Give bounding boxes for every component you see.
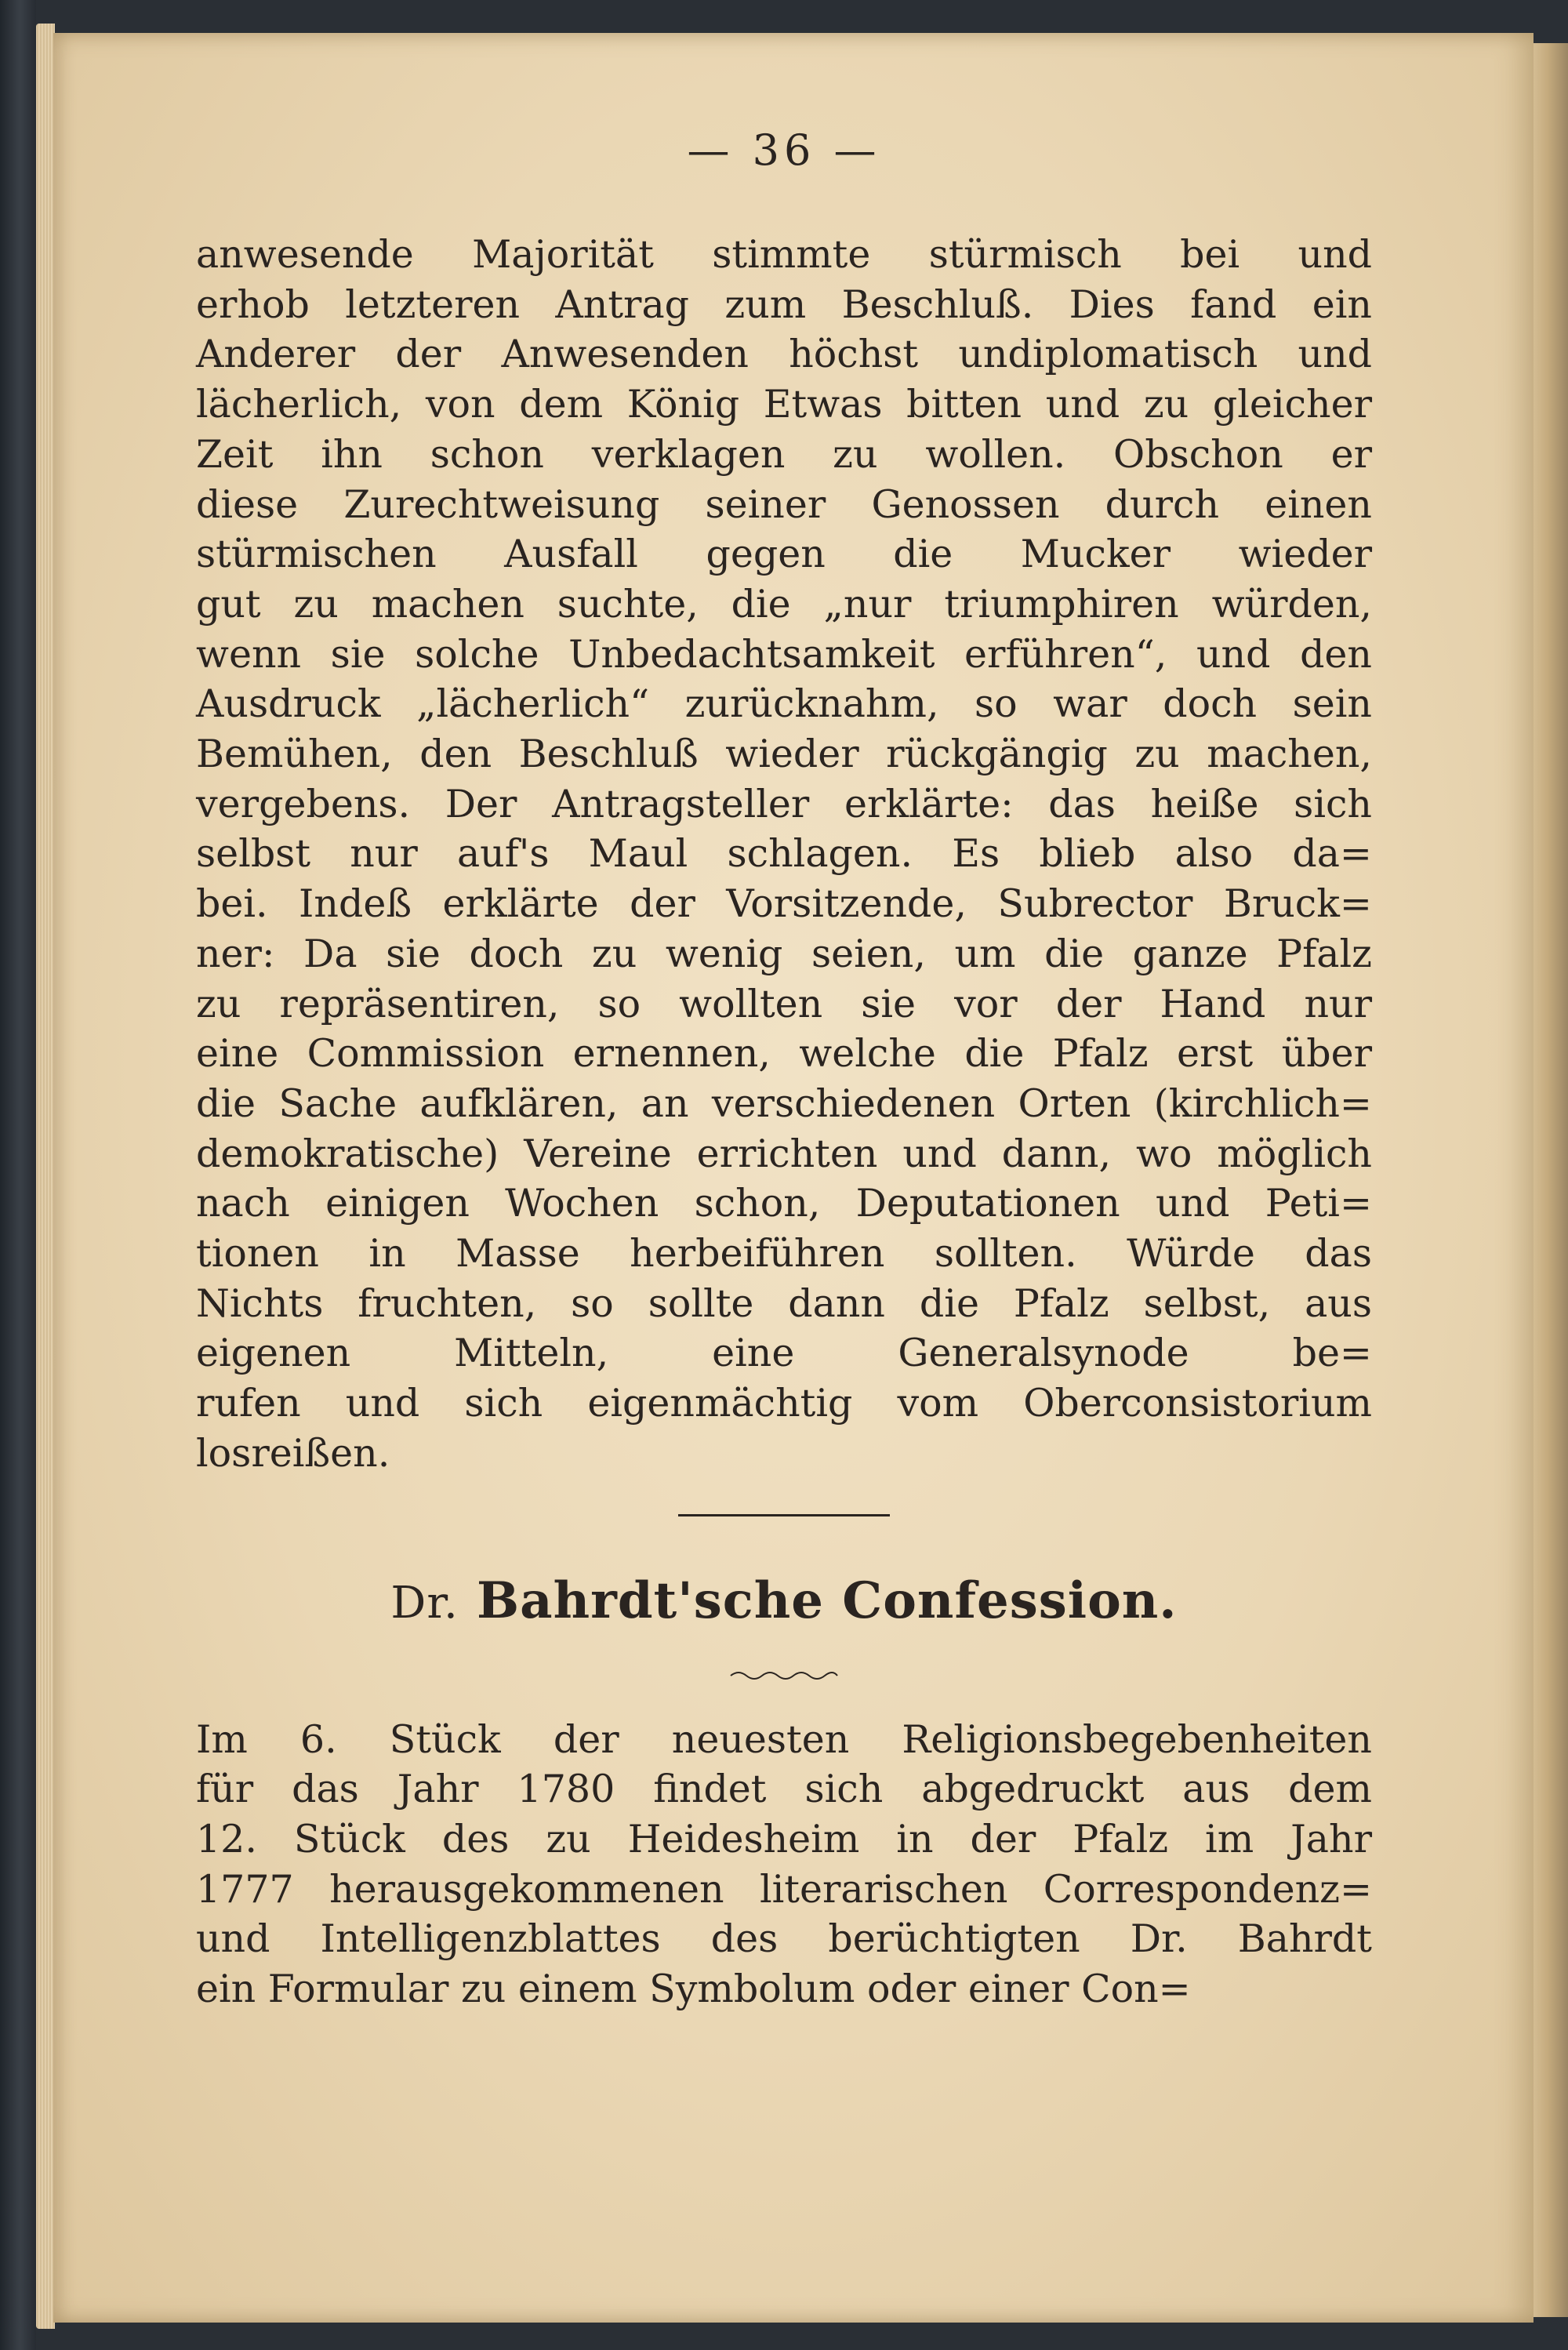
text-line: Im 6. Stück der neuesten Religionsbegebenheiten [196,1716,1372,1762]
text-line: erhob letzteren Antrag zum Beschluß. Dies fand ein [196,281,1372,327]
text-line: bei. Indeß erklärte der Vorsitzende, Subrector Bruck= [196,881,1372,927]
text-line: losreißen. [196,1430,390,1476]
text-line: Nichts fruchten, so sollte dann die Pfalz selbst, aus [196,1280,1372,1326]
text-line: rufen und sich eigenmächtig vom Oberconsistorium [196,1381,1372,1426]
text-line: anwesende Majorität stimmte stürmisch bei und [196,232,1372,277]
text-line: gut zu machen suchte, die „nur triumphiren würden, [196,581,1372,627]
text-line: selbst nur auf's Maul schlagen. Es blieb also da= [196,831,1372,877]
text-line: 12. Stück des zu Heidesheim in der Pfalz im Jahr [196,1816,1372,1861]
text-line: Zeit ihn schon verklagen zu wollen. Obschon er [196,431,1372,477]
heading-title: Bahrdt'sche Confession. [477,1571,1178,1630]
text-line: zu repräsentiren, so wollten sie vor der Hand nur [196,981,1372,1026]
section-heading [196,1571,1372,1630]
text-line: die Sache aufklären, an verschiedenen Orten (kirchlich= [196,1081,1372,1126]
text-line: eine Commission ernennen, welche die Pfalz erst über [196,1031,1372,1077]
text-line: nach einigen Wochen schon, Deputationen und Peti= [196,1181,1372,1226]
text-line: eigenen Mitteln, eine Generalsynode be= [196,1331,1372,1376]
book-spine [0,0,36,2350]
page-number: — 36 — [687,125,881,175]
text-line: Ausdruck „lächerlich“ zurücknahm, so war doch sein [196,681,1372,727]
text-line: ein Formular zu einem Symbolum oder einer Con= [196,1967,1191,2012]
text-line: vergebens. Der Antragsteller erklärte: das heiße sich [196,781,1372,826]
page-edges-right [1534,43,1568,2317]
section-divider [678,1514,890,1516]
text-line: für das Jahr 1780 findet sich abgedruckt aus dem [196,1767,1372,1812]
text-line: ner: Da sie doch zu wenig seien, um die ganze Pfalz [196,931,1372,976]
paragraph-bahrdt [196,1715,1372,2014]
text-line: tionen in Masse herbeiführen sollten. Würde das [196,1231,1372,1277]
text-line: lächerlich, von dem König Etwas bitten und zu gleicher [196,382,1372,427]
ornament-swash [729,1668,839,1684]
text-line: Bemühen, den Beschluß wieder rückgängig zu machen, [196,732,1372,777]
text-line: demokratische) Vereine errichten und dann, wo möglich [196,1131,1372,1176]
text-line: wenn sie solche Unbedachtsamkeit erführen“, und den [196,631,1372,677]
page-edges-left [36,24,55,2329]
text-line: 1777 herausgekommenen literarischen Correspondenz= [196,1866,1372,1912]
text-line: Anderer der Anwesenden höchst undiplomatisch und [196,332,1372,377]
paragraph-continued [196,230,1372,1479]
text-line: stürmischen Ausfall gegen die Mucker wieder [196,532,1372,577]
text-column [196,125,1372,2014]
text-line: diese Zurechtweisung seiner Genossen durch einen [196,481,1372,527]
text-line: und Intelligenzblattes des berüchtigten Dr. Bahrdt [196,1916,1372,1962]
heading-prefix: Dr. [390,1577,459,1629]
